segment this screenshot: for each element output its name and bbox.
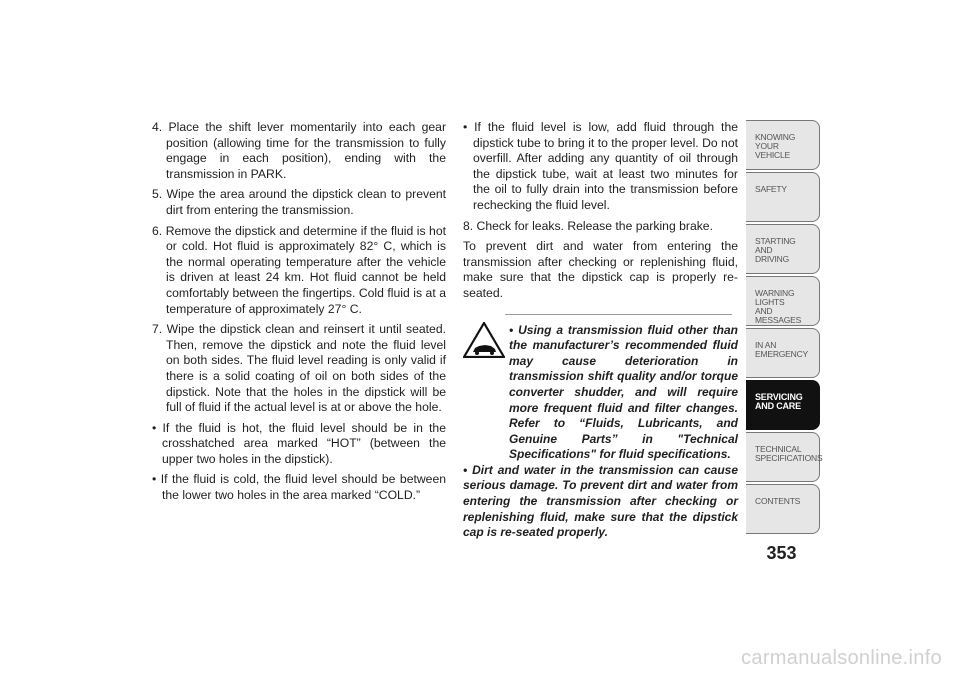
tab-starting-and-driving[interactable]: STARTING AND DRIVING: [746, 224, 820, 274]
tab-knowing-your-vehicle[interactable]: KNOWING YOUR VEHICLE: [746, 120, 820, 170]
tab-servicing-and-care[interactable]: SERVICING AND CARE: [746, 380, 820, 430]
page-number: 353: [766, 543, 797, 563]
bullet-hot-fluid: • If the fluid is hot, the fluid level should be in the crosshatched area marked “HOT” (between the upper two holes in the dipstick).: [152, 420, 446, 466]
tab-contents[interactable]: CONTENTS: [746, 484, 820, 534]
tab-in-an-emergency[interactable]: IN AN EMERGENCY: [746, 328, 820, 378]
warning-item-fluid-type: • Using a transmission fluid other than the manufacturer’s recommended fluid may cause deterioration in transmission shift quality and/or torque converter shudder, and will require more frequent fluid and filter changes. Refer to “Fluids, Lubricants, and Genuine Parts” in "Technical Specifications" for fluid specifications.: [509, 322, 738, 462]
tab-technical-specifications[interactable]: TECHNICAL SPECIFICATIONS: [746, 432, 820, 482]
tab-warning-lights[interactable]: WARNING LIGHTS AND MESSAGES: [746, 276, 820, 326]
step-8: 8. Check for leaks. Release the parking brake.: [463, 218, 713, 233]
warning-item-dirt-water: • Dirt and water in the transmission can cause serious damage. To prevent dirt and water from entering the transmission after checking or replenishing fluid, make sure that the dipstick cap is re-seated properly.: [463, 462, 738, 540]
warning-car-icon: [463, 322, 505, 358]
bullet-cold-fluid: • If the fluid is cold, the fluid level should be between the lower two holes in the area marked “COLD.”: [152, 472, 446, 503]
step-6: 6. Remove the dipstick and determine if the fluid is hot or cold. Hot fluid is approximately 82° C, which is the normal operating temperature after the vehicle is driven at least 24 km. Hot fluid cannot be held comfortably between the fingertips. Cold fluid is at a temperature of approximately 27° C.: [152, 223, 447, 316]
step-5: 5. Wipe the area around the dipstick clean to prevent dirt from entering the transmission.: [152, 187, 447, 217]
warning-box: [463, 314, 738, 541]
dipstick-cap-paragraph: To prevent dirt and water from entering the transmission after checking or replenishing fluid, make sure that the dipstick cap is properly re-seated.: [463, 239, 738, 300]
watermark: carmanualsonline.info: [741, 647, 942, 669]
left-column: [152, 120, 446, 509]
chapter-tabs: [746, 120, 823, 536]
step-7: 7. Wipe the dipstick clean and reinsert it until seated. Then, remove the dipstick and note the fluid level on both sides. The fluid level reading is only valid if there is a solid coating of oil on both sides of the dipstick. Note that the holes in the dipstick will be full of fluid if the actual level is at or above the hole.: [152, 322, 446, 415]
step-4: 4. Place the shift lever momentarily into each gear position (allowing time for the transmission to fully engage in each position), ending with the transmission in PARK.: [152, 120, 446, 181]
bullet-low-fluid: • If the fluid level is low, add fluid through the dipstick tube to bring it to the proper level. Do not overfill. After adding any quantity of oil through the dipstick tube, wait at least two minutes for the oil to fully drain into the transmission before rechecking the fluid level.: [463, 120, 738, 212]
right-column: [463, 120, 738, 541]
tab-safety[interactable]: SAFETY: [746, 172, 820, 222]
